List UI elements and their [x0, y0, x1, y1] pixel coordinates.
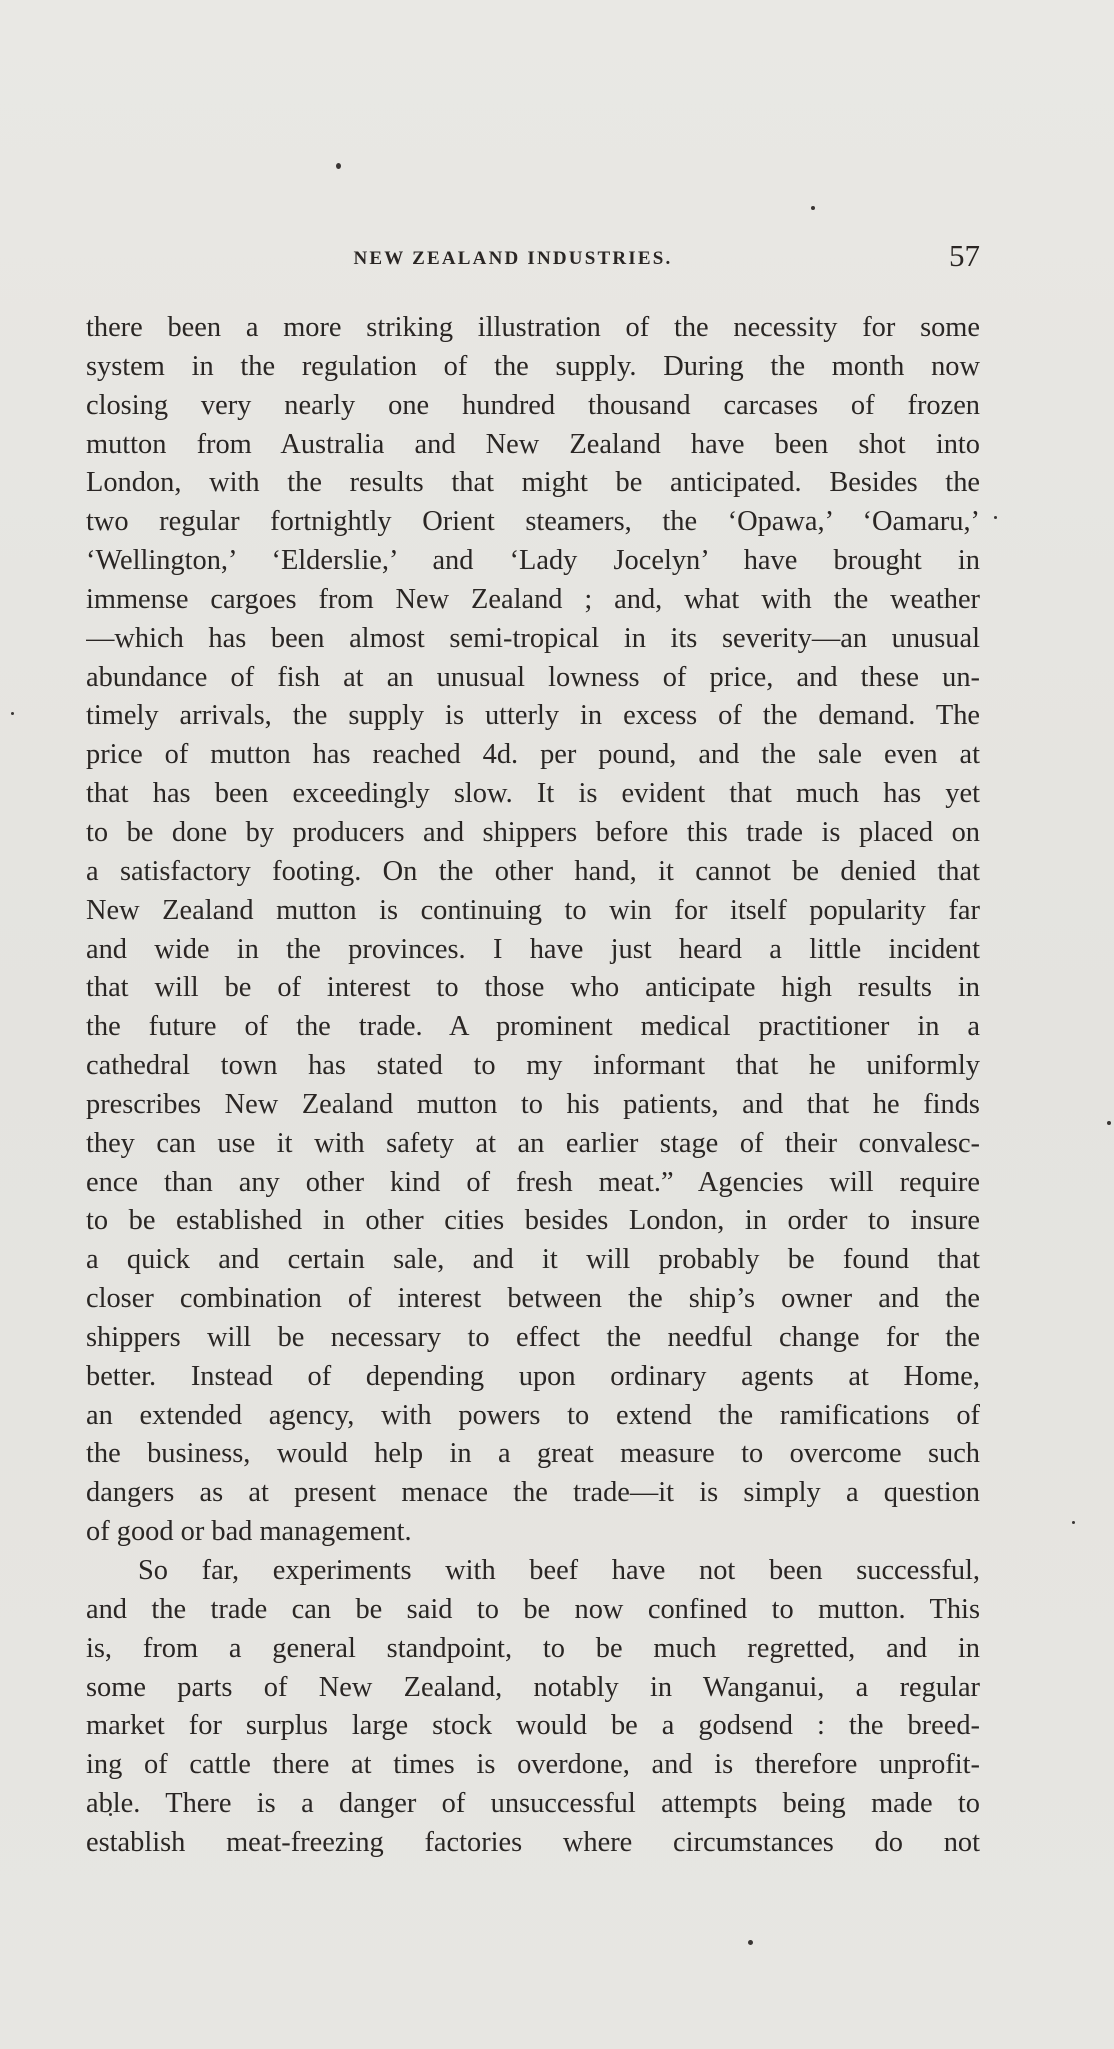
text-line: London, with the results that might be anticipated. Besides the — [86, 467, 980, 499]
text-line: mutton from Australia and New Zealand have been shot into — [86, 428, 980, 460]
print-speck — [748, 1940, 753, 1945]
text-line: is, from a general standpoint, to be much regretted, and in — [86, 1632, 980, 1664]
text-line: there been a more striking illustration of the necessity for some — [86, 312, 980, 343]
text-line: prescribes New Zealand mutton to his patients, and that he finds — [86, 1088, 980, 1120]
text-line: some parts of New Zealand, notably in Wanganui, a regular — [86, 1671, 980, 1703]
text-line: price of mutton has reached 4d. per pound, and the sale even at — [86, 739, 980, 771]
text-line: timely arrivals, the supply is utterly in excess of the demand. The — [86, 700, 980, 732]
text-line: they can use it with safety at an earlier stage of their convalesc- — [86, 1127, 980, 1159]
paragraph — [86, 309, 980, 1552]
print-speck — [1107, 1121, 1111, 1125]
text-line: ing of cattle there at times is overdone, and is therefore unprofit- — [86, 1749, 980, 1781]
text-line: and the trade can be said to be now confined to mutton. This — [86, 1593, 980, 1625]
text-line: a satisfactory footing. On the other hand, it cannot be denied that — [86, 855, 980, 887]
text-line: that will be of interest to those who anticipate high results in — [86, 972, 980, 1004]
text-line: immense cargoes from New Zealand ; and, what with the weather — [86, 583, 980, 615]
text-line: two regular fortnightly Orient steamers, the ‘Opawa,’ ‘Oamaru,’ — [86, 506, 980, 538]
text-line: So far, experiments with beef have not been successful, — [138, 1555, 980, 1586]
text-line: a quick and certain sale, and it will probably be found that — [86, 1244, 980, 1276]
text-line: ‘Wellington,’ ‘Elderslie,’ and ‘Lady Jocelyn’ have brought in — [86, 545, 980, 577]
text-line: ence than any other kind of fresh meat.” Agencies will require — [86, 1166, 980, 1198]
text-line: that has been exceedingly slow. It is evident that much has yet — [86, 778, 980, 810]
text-line: New Zealand mutton is continuing to win for itself popularity far — [86, 894, 980, 926]
text-line: dangers as at present menace the trade—it is simply a question — [86, 1477, 980, 1509]
text-line: the future of the trade. A prominent medical practitioner in a — [86, 1011, 980, 1043]
text-line: able. There is a danger of unsuccessful attempts being made to — [86, 1788, 980, 1820]
body-text — [86, 309, 980, 1863]
text-line: closing very nearly one hundred thousand carcases of frozen — [86, 389, 980, 421]
text-line: —which has been almost semi-tropical in its severity—an unusual — [86, 622, 980, 654]
text-line: market for surplus large stock would be a godsend : the breed- — [86, 1710, 980, 1742]
text-line: closer combination of interest between the ship’s owner and the — [86, 1283, 980, 1315]
page-number: 57 — [949, 238, 980, 273]
text-line: cathedral town has stated to my informant that he uniformly — [86, 1050, 980, 1082]
text-line: the business, would help in a great measure to overcome such — [86, 1438, 980, 1470]
text-line: establish meat-freezing factories where circumstances do not — [86, 1826, 980, 1858]
print-speck — [336, 163, 341, 169]
text-line: abundance of fish at an unusual lowness of price, and these un- — [86, 661, 980, 693]
text-line: shippers will be necessary to effect the needful change for the — [86, 1321, 980, 1353]
running-head — [86, 236, 980, 276]
print-speck — [994, 516, 997, 519]
print-speck — [11, 712, 14, 715]
paragraph — [86, 1552, 980, 1863]
text-line: to be established in other cities besides London, in order to insure — [86, 1205, 980, 1237]
text-line: better. Instead of depending upon ordinary agents at Home, — [86, 1360, 980, 1392]
print-speck — [811, 206, 815, 210]
text-line: and wide in the provinces. I have just heard a little incident — [86, 933, 980, 965]
print-speck — [1072, 1521, 1075, 1524]
running-title: NEW ZEALAND INDUSTRIES. — [353, 248, 673, 269]
text-line: an extended agency, with powers to extend the ramifications of — [86, 1399, 980, 1431]
text-line: system in the regulation of the supply. During the month now — [86, 350, 980, 382]
text-line: of good or bad management. — [86, 1516, 412, 1548]
text-line: to be done by producers and shippers before this trade is placed on — [86, 816, 980, 848]
